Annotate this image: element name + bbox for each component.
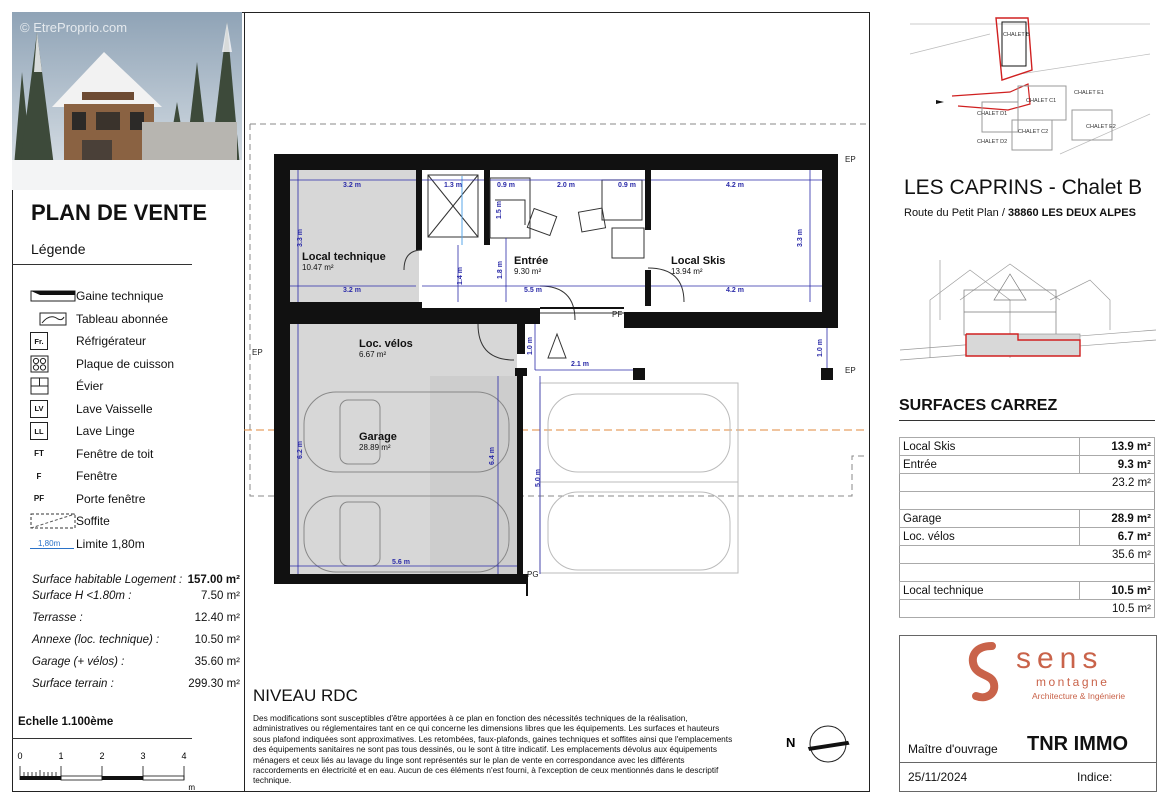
dim-label: 1.3 m: [444, 182, 462, 189]
dim-label: 2.0 m: [557, 182, 575, 189]
surface-value: 299.30 m²: [188, 678, 240, 690]
legend-label: Gaine technique: [76, 289, 164, 304]
legend-label: Fenêtre de toit: [76, 446, 154, 461]
dim-label: 5.5 m: [524, 287, 542, 294]
watermark-text: © EtreProprio.com: [20, 20, 128, 35]
carrez-label: Local technique: [900, 582, 1080, 600]
site-label: CHALET C2: [1018, 129, 1049, 135]
table-row: [900, 600, 1155, 618]
refrigerateur-icon: [30, 332, 76, 350]
scale-tick-label: 1: [58, 751, 64, 761]
elevation-sketch: [900, 240, 1156, 388]
scale-tick-label: 4: [181, 751, 187, 761]
legend-label: Porte fenêtre: [76, 491, 146, 506]
table-row: [900, 546, 1155, 564]
legend-label: Réfrigérateur: [76, 334, 147, 349]
garage-shade: [430, 376, 517, 574]
fenetre-icon: [30, 467, 76, 485]
surface-label: Surface habitable Logement :: [32, 574, 183, 586]
surface-value: 7.50 m²: [201, 590, 240, 602]
room-name: Local Skis: [671, 255, 726, 267]
legend-item: [30, 308, 240, 331]
legend-title: Légende: [31, 241, 86, 257]
plan-date: 25/11/2024: [908, 770, 968, 784]
scale-unit: m: [188, 783, 195, 792]
site-label: CHALET E2: [1086, 124, 1116, 130]
room-area: 28.89 m²: [359, 443, 391, 452]
surface-row: [32, 588, 240, 604]
dim-label: 2.1 m: [571, 361, 589, 368]
carrez-value: 28.9 m²: [1080, 510, 1155, 528]
surface-row: [32, 572, 240, 588]
surface-row: [32, 610, 240, 626]
room-area: 6.67 m²: [359, 350, 387, 359]
room-area: 13.94 m²: [671, 267, 703, 276]
table-row: [900, 564, 1155, 582]
divider: [899, 420, 1155, 421]
tableau-abonnee-icon: [30, 310, 76, 328]
room-name: Local technique: [302, 251, 386, 263]
fenetre-code: F: [36, 471, 42, 481]
dim-label: 0.9 m: [618, 182, 636, 189]
lave-vaisselle-code: LV: [30, 400, 48, 418]
legend-label: Tableau abonnée: [76, 311, 169, 326]
dim-label: 3.3 m: [797, 229, 804, 247]
divider: [12, 738, 192, 739]
surfaces-summary: [32, 572, 240, 692]
disclaimer-note: Des modifications sont susceptibles d'être apportées à ce plan en fonction des nécessités techniques de la réalisation, administratives ou réglementaires tant en ce qui concerne les dimensions libres que les équipements. Les surfaces et hauteurs sous plafond indiquées sont approximatives. Les retombées, faux-plafonds, gaines techniques et soffites ainsi que l'emplacements des équipements sanitaires ne sont pas tous dessinés, ou le sont à titre indicatif. Les emplacements dévolus aux équipements ménagers et ceux liés au lavage du linge sont représentés sur le plan de vente en correspondance avec les différents raccordements en électricité et en eau. Aucun de ces éléments n'est fourni, à l'exception de ceux mentionnés dans le descriptif technique.: [253, 713, 733, 786]
legend-item: [30, 330, 240, 353]
scale-bar: [12, 742, 195, 792]
entry-arrow-icon: [548, 334, 566, 358]
dim-label: 6.2 m: [297, 441, 304, 459]
maitre-ouvrage-value: TNR IMMO: [1027, 733, 1129, 755]
dim-label: 5.0 m: [535, 469, 542, 487]
plan-title: PLAN DE VENTE: [31, 200, 208, 225]
legend-item: [30, 510, 240, 533]
project-title: LES CAPRINS - Chalet B: [904, 176, 1143, 199]
room-name: Loc. vélos: [359, 338, 413, 350]
surface-label: Terrasse :: [32, 612, 83, 624]
legend-label: Limite 1,80m: [76, 536, 145, 551]
evier-icon: [30, 377, 76, 395]
dim-label: 1.0 m: [817, 339, 824, 357]
legend-item: [30, 398, 240, 421]
surface-row: [32, 654, 240, 670]
dim-label: 0.9 m: [497, 182, 515, 189]
site-label: CHALET C1: [1026, 98, 1057, 104]
limite-code: 1,80m: [38, 538, 61, 548]
porte-fenetre-code: PF: [33, 494, 45, 504]
ghost-parking: [540, 383, 738, 573]
room-area: 10.47 m²: [302, 263, 334, 272]
table-row: [900, 510, 1155, 528]
lave-linge-code: LL: [30, 422, 48, 440]
dim-label: 3.2 m: [343, 182, 361, 189]
site-label: CHALET E1: [1074, 90, 1104, 96]
room-name: Entrée: [514, 255, 549, 267]
logo-tagline: Architecture & Ingénierie: [1032, 691, 1126, 701]
surface-value: 35.60 m²: [194, 656, 240, 668]
dim-label: 5.6 m: [392, 559, 410, 566]
maitre-ouvrage-label: Maître d'ouvrage: [908, 742, 998, 756]
logo-brand: sens: [1016, 642, 1104, 675]
project-address: Route du Petit Plan / 38860 LES DEUX ALPES: [904, 207, 1136, 219]
plaque-cuisson-icon: [30, 355, 76, 373]
ep-tag: EP: [845, 366, 856, 375]
legend-item: [30, 420, 240, 443]
legend-label: Lave Vaisselle: [76, 401, 153, 416]
legend-item: [30, 465, 240, 488]
surfaces-carrez-title: SURFACES CARREZ: [899, 397, 1058, 414]
site-label: CHALET D2: [977, 139, 1008, 145]
divider: [12, 264, 192, 265]
carrez-label: Garage: [900, 510, 1080, 528]
table-row: [900, 492, 1155, 510]
logo-sub: montagne: [1036, 675, 1110, 689]
surface-label: Surface terrain :: [32, 678, 114, 690]
surface-label: Garage (+ vélos) :: [32, 656, 125, 668]
indice-label: Indice:: [1077, 770, 1113, 784]
soffite-icon: [30, 512, 76, 530]
room-local-technique-fill: [289, 170, 419, 302]
table-row: [900, 456, 1155, 474]
refrigerateur-code: Fr.: [30, 332, 48, 350]
legend-label: Soffite: [76, 514, 110, 529]
legend-list: [30, 285, 240, 555]
legend-label: Lave Linge: [76, 424, 135, 439]
carrez-value: 9.3 m²: [1080, 456, 1155, 474]
scale-tick-label: 3: [140, 751, 146, 761]
table-row: [900, 528, 1155, 546]
surface-value: 157.00 m²: [187, 574, 240, 586]
carrez-subtotal: 23.2 m²: [1080, 474, 1155, 492]
lave-linge-icon: [30, 422, 76, 440]
legend-label: Évier: [76, 379, 104, 394]
sens-montagne-logo: [960, 640, 1150, 702]
legend-item: [30, 375, 240, 398]
legend-item: [30, 353, 240, 376]
carrez-label: Entrée: [900, 456, 1080, 474]
chalet-name: Chalet B: [1061, 176, 1143, 199]
carrez-value: 13.9 m²: [1080, 438, 1155, 456]
site-label: CHALET B: [1003, 32, 1030, 38]
table-row: [900, 474, 1155, 492]
level-title: NIVEAU RDC: [253, 686, 358, 705]
legend-item: [30, 488, 240, 511]
dim-label: 1.4 m: [457, 267, 464, 285]
floor-plan: [244, 12, 868, 692]
legend-label: Plaque de cuisson: [76, 356, 175, 371]
dim-label: 1.8 m: [497, 261, 504, 279]
north-arrow-icon: [780, 726, 854, 766]
scale-caption: Echelle 1.100ème: [18, 716, 114, 728]
porte-fenetre-icon: [30, 490, 76, 508]
legend-item: [30, 443, 240, 466]
dim-label: 3.2 m: [343, 287, 361, 294]
room-name: Garage: [359, 431, 397, 443]
chalet-rendering-image: [12, 12, 242, 190]
address-city: 38860 LES DEUX ALPES: [1007, 207, 1136, 219]
legend-item: [30, 285, 240, 308]
surface-value: 12.40 m²: [194, 612, 240, 624]
pf-tag: PF: [612, 310, 623, 319]
pg-tag: PG: [527, 570, 539, 579]
gaine-technique-icon: [30, 287, 76, 305]
dim-label: 4.2 m: [726, 182, 744, 189]
carrez-label: Loc. vélos: [900, 528, 1080, 546]
carrez-subtotal: 35.6 m²: [1080, 546, 1155, 564]
ep-tag: EP: [845, 155, 856, 164]
scale-tick-label: 0: [17, 751, 23, 761]
divider: [899, 762, 1157, 763]
dim-label: 3.3 m: [297, 229, 304, 247]
ep-tag: EP: [252, 348, 263, 357]
dim-label: 6.4 m: [489, 447, 496, 465]
surface-label: Surface H <1.80m :: [32, 590, 132, 602]
surface-row: [32, 632, 240, 648]
carrez-subtotal: 10.5 m²: [1080, 600, 1155, 618]
legend-item: [30, 533, 240, 556]
carrez-label: Local Skis: [900, 438, 1080, 456]
surface-label: Annexe (loc. technique) :: [32, 634, 160, 646]
surfaces-carrez-table: [899, 437, 1155, 618]
surface-value: 10.50 m²: [194, 634, 240, 646]
site-plan: [900, 14, 1158, 164]
scale-tick-label: 2: [99, 751, 105, 761]
room-area: 9.30 m²: [514, 267, 542, 276]
surface-row: [32, 676, 240, 692]
dim-label: 4.2 m: [726, 287, 744, 294]
table-row: [900, 582, 1155, 600]
lave-vaisselle-icon: [30, 400, 76, 418]
address-street: Route du Petit Plan: [904, 207, 999, 219]
dim-label: 1.0 m: [527, 337, 534, 355]
site-label: CHALET D1: [977, 111, 1008, 117]
carrez-value: 10.5 m²: [1080, 582, 1155, 600]
fenetre-toit-icon: [30, 445, 76, 463]
table-row: [900, 438, 1155, 456]
project-name: LES CAPRINS: [904, 176, 1043, 199]
legend-label: Fenêtre: [76, 469, 118, 484]
fenetre-toit-code: FT: [34, 449, 44, 459]
limite-icon: [30, 535, 76, 553]
carrez-value: 6.7 m²: [1080, 528, 1155, 546]
north-label: N: [786, 735, 796, 750]
dim-label: 1.5 m: [496, 201, 503, 219]
